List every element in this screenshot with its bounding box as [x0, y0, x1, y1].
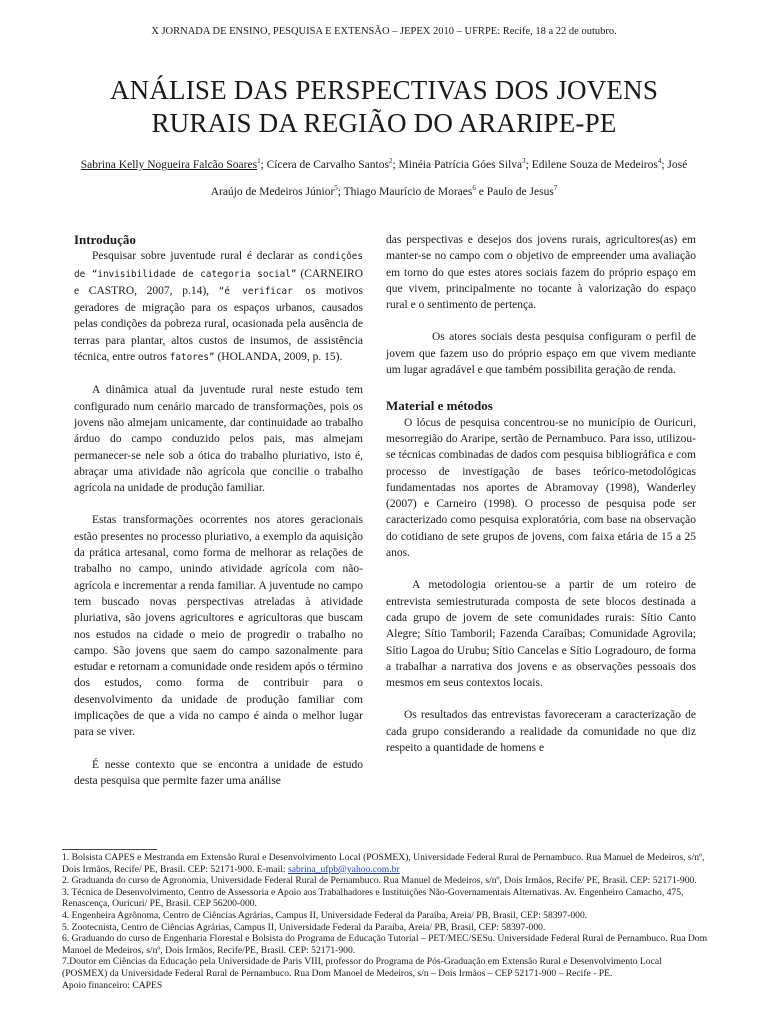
footnotes [62, 852, 708, 991]
methods-paragraph-2: A metodologia orientou-se a partir de um roteiro de entrevista semiestruturada composta de sete blocos destinada a cada grupo de jovem de sete comunidades rurais: Sítio Canto Alegre; Sítio Tamboril; Fazenda Caraíbas; Comunidade Agrovila; Sítio Lagoa do Urubu; Sítio Cancelas e Sítio Logradouro, de forma a trabalhar a narrativa dos jovens e as observações pessoais dos mesmos em seus contextos locais. [386, 579, 696, 690]
intro-paragraph-2: A dinâmica atual da juventude rural neste estudo tem configurado num cenário marcado de transformações, pois os jovens não almejam unicamente, dar continuidade ao trabalho árduo do campo conduzido pelos pais, mas almejam permanecer-se nele sob a ótica do trabalho pluriativo, isto é, abraçar uma atividade não agrícola que concilie o trabalho agrícola na unidade de produção familiar. [74, 384, 363, 495]
intro-paragraph-4-continued: das perspectivas e desejos dos jovens rurais, agricultores(as) em manter-se no campo com o objetivo de empreender uma avaliação em torno do que estes atores sociais fazem do próprio espaço em que vivem, principalmente no tocante à valorização do espaço rural e o sentimento de pertença. [386, 234, 696, 312]
intro-paragraph-3: Estas transformações ocorrentes nos atores geracionais estão presentes no processo pluriativo, a exemplo da aquisição da prática artesanal, como forma de melhorar as relações de trabalho no campo, unindo atividade agrícola com não-agrícola e incrementar a renda familiar. A juventude no campo tem buscado novas perspectivas atreladas à atividade pluriativa, são jovens agricultores e agricultoras que buscam nos estudos na cidade o meio de progredir o trabalho no campo. São jovens que saem do campo sazonalmente para estudar e retornam a comunidade onde residem após o término dos estudos, como forma de contribuir para o desenvolvimento da unidade de produção familiar com implicações de que a vida no campo é ainda o melhor lugar para se viver. [74, 514, 363, 739]
author-2-note: 2 [388, 157, 393, 165]
intro-p1-body: motivos geradores de migração para os espaços urbanos, causados pelas condições da pobreza rural, ocasionada pela ausência de terras para plantar, altos custos de insumos, de assistência técnica, entre outros [74, 284, 363, 364]
author-5: ; José Araújo de Medeiros Júnior [210, 158, 688, 198]
author-1-note: 1 [257, 157, 261, 165]
methods-paragraph-3: Os resultados das entrevistas favoreceram a caracterização de cada grupo considerando a realidade da comunidade no que diz respeito a quantidade de homens e [386, 709, 696, 755]
intro-p1-quote-end: fatores” [169, 352, 215, 364]
intro-heading: Introdução [74, 232, 136, 247]
title-line-1: ANÁLISE DAS PERSPECTIVAS DOS JOVENS [109, 75, 659, 105]
methods-heading: Material e métodos [386, 398, 493, 414]
author-7-note: 7 [553, 183, 558, 192]
author-2: ; Cícera de Carvalho Santos [260, 158, 389, 171]
intro-p1-quote: condições de “invisibilidade de categoria social” [74, 251, 363, 280]
title-line-2: RURAIS DA REGIÃO DO ARARIPE-PE [151, 108, 617, 138]
author-3-note: 3 [522, 157, 526, 165]
footnote-rule [62, 849, 157, 850]
right-column [386, 232, 696, 756]
footnote-2: 2. Graduanda do curso de Agronomia, Universidade Federal Rural de Pernambuco. Rua Manuel de Medeiros, s/nº, Dois Irmãos, Recife/ PE, Brasil. CEP: 52171-900. [62, 875, 697, 887]
footnote-7: 7.Doutor em Ciências da Educação pela Universidade de Paris VIII, professor do Programa de Pós-Graduação em Extensão Rural e Desenvolvimento Local (POSMEX) da Universidade Federal Rural de Pernambuco. Rua Dom Manoel de Medeiros, s/n – Dois Irmãos – CEP 52171-900 – Recife - PE. [62, 956, 662, 979]
author-3: ; Minéia Patrícia Góes Silva [392, 158, 523, 171]
intro-paragraph-4: É nesse contexto que se encontra a unidade de estudo desta pesquisa que permite fazer uma análise [74, 758, 363, 787]
funding-note: Apoio financeiro: CAPES [62, 979, 163, 991]
footnote-1-text: 1. Bolsista CAPES e Mestranda em Extensão Rural e Desenvolvimento Local (POSMEX), Universidade Federal Rural de Pernambuco. Rua Manuel de Medeiros, s/nº, Dois Irmãos, Recife/ PE, Brasil. CEP: 52171-900. E-mail: [62, 852, 705, 875]
footnote-6: 6. Graduando do curso de Engenharia Florestal e Bolsista do Programa de Educação Tutorial – PET/MEC/SESu. Universidade Federal Rural de Pernambuco. Rua Dom Manoel de Medeiros, s/nº, Dois Irmãos, Recife/PE, Brasil. CEP: 52171-900. [62, 933, 708, 956]
methods-paragraph-1: O lócus de pesquisa concentrou-se no município de Ouricuri, mesorregião do Araripe, sertão de Pernambuco. Para isso, utilizou-se técnicas combinadas de dados com pesquisa bibliográfica e com processo de investigação de bases teórico-metodológicas fundamentadas nos aportes de Abramovay (1998), Wanderley (2007) e Carneiro (1998). O processo de pesquisa pode ser caracterizado como pesquisa exploratória, com base na observação do cotidiano de sete grupos de jovens, com faixa etária de 15 a 25 anos. [386, 416, 696, 560]
paper-title [60, 74, 708, 140]
author-6-note: 6 [472, 183, 476, 192]
author-list [72, 150, 696, 204]
footnote-4: 4. Engenheira Agrônoma, Centro de Ciências Agrárias, Campus II, Universidade Federal da Paraíba, Areia/ PB, Brasil, CEP: 58397-000. [62, 909, 588, 921]
intro-p1-citation-2: (HOLANDA, 2009, p. 15). [214, 351, 343, 364]
intro-p1-citation: (CARNEIRO e CASTRO, 2007, p.14), [74, 267, 363, 297]
footnote-1 [62, 852, 708, 875]
author-4: ; Edilene Souza de Medeiros [525, 158, 658, 171]
intro-paragraph-1 [74, 248, 363, 366]
running-header: X JORNADA DE ENSINO, PESQUISA E EXTENSÃO – JEPEX 2010 – UFRPE: Recife, 18 a 22 de outubro. [151, 26, 617, 37]
author-7: e Paulo de Jesus [475, 185, 554, 198]
intro-p1-a: Pesquisar sobre juventude rural é declarar as [92, 250, 313, 263]
intro-paragraph-5: Os atores sociais desta pesquisa configuram o perfil de jovem que fazem uso do próprio espaço em que vivem mediante um lugar agradável e que também possibilita geração de renda. [386, 331, 696, 377]
footnote-5: 5. Zootecnista, Centro de Ciências Agrárias, Campus II, Universidade Federal da Paraíba, Areia/ PB, Brasil, CEP: 58397-000. [62, 921, 546, 933]
author-email-link[interactable]: sabrina_ufpb@yahoo.com.br [287, 863, 400, 875]
left-column [74, 232, 363, 789]
author-5-note: 5 [334, 183, 338, 192]
intro-p1-quote-start: “é verificar os [218, 285, 317, 297]
author-6: ; Thiago Maurício de Moraes [337, 185, 473, 198]
author-1: Sabrina Kelly Nogueira Falcão Soares [80, 158, 258, 171]
footnote-3: 3. Técnica de Desenvolvimento, Centro de Assessoria e Apoio aos Trabalhadores e Instituições Não-Governamentais Alternativas. Av. Engenheiro Camacho, 475, Renascença, Ouricuri/ PE, Brasil. CEP 56200-000. [62, 886, 684, 910]
author-4-note: 4 [657, 157, 662, 165]
